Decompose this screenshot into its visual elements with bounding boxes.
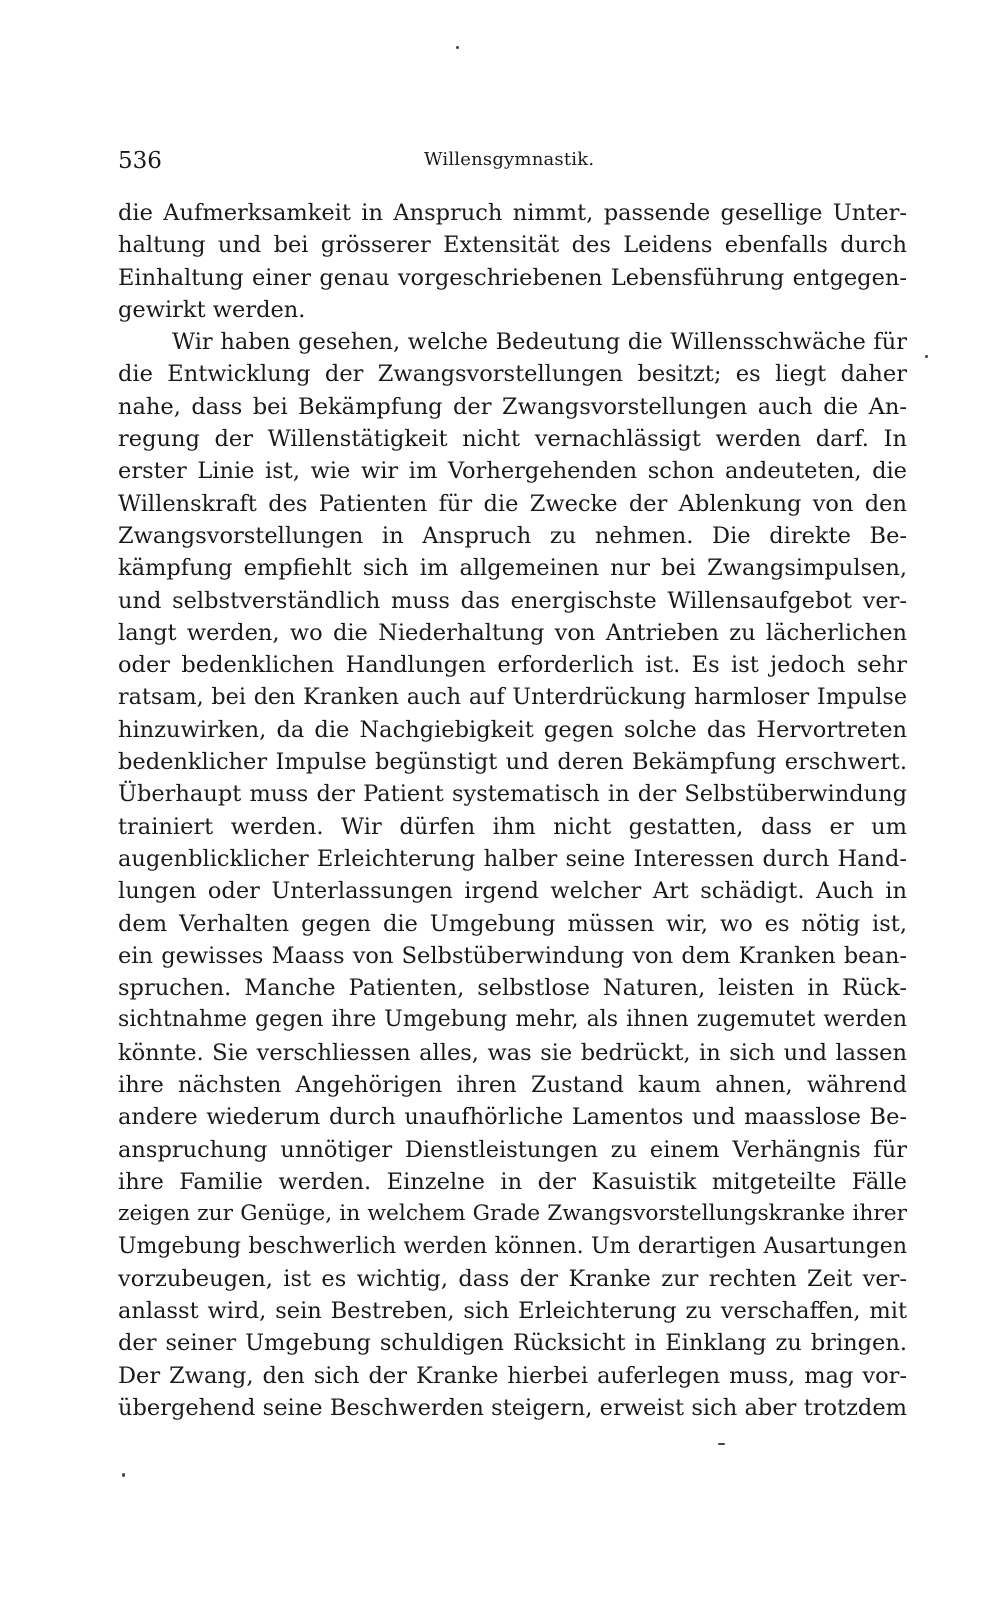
text-line: spruchen. Manche Patienten, selbstlose Naturen, leisten in Rück-: [118, 975, 907, 1002]
text-line: nahe, dass bei Bekämpfung der Zwangsvorstellungen auch die An-: [118, 393, 907, 420]
text-line: augenblicklicher Erleichterung halber seine Interessen durch Hand-: [118, 845, 907, 872]
text-line: bedenklicher Impulse begünstigt und deren Bekämpfung erschwert.: [118, 749, 907, 776]
text-line: kämpfung empfiehlt sich im allgemeinen nur bei Zwangsimpulsen,: [118, 555, 907, 582]
text-line: vorzubeugen, ist es wichtig, dass der Kranke zur rechten Zeit ver-: [118, 1265, 907, 1292]
page-number: 536: [118, 148, 162, 174]
text-line: Umgebung beschwerlich werden können. Um derartigen Ausartungen: [118, 1233, 907, 1259]
text-line: gewirkt werden.: [118, 296, 306, 323]
text-line: ihre Familie werden. Einzelne in der Kasuistik mitgeteilte Fälle: [118, 1168, 907, 1195]
text-line: Überhaupt muss der Patient systematisch in der Selbstüberwindung: [118, 781, 907, 808]
running-head: [118, 148, 908, 178]
text-line: haltung und bei grösserer Extensität des Leidens ebenfalls durch: [118, 232, 907, 259]
text-line: sichtnahme gegen ihre Umgebung mehr, als ihnen zugemutet werden: [118, 1007, 907, 1033]
text-line: zeigen zur Genüge, in welchem Grade Zwangsvorstellungskranke ihrer: [118, 1201, 907, 1227]
print-speck: [718, 1443, 725, 1445]
text-line: dem Verhalten gegen die Umgebung müssen wir, wo es nötig ist,: [118, 910, 907, 937]
text-line: Einhaltung einer genau vorgeschriebenen Lebensführung entgegen-: [118, 264, 907, 291]
text-line: die Entwicklung der Zwangsvorstellungen besitzt; es liegt daher: [118, 361, 907, 388]
text-line: langt werden, wo die Niederhaltung von Antrieben zu lächerlichen: [118, 619, 907, 646]
text-line: lungen oder Unterlassungen irgend welcher Art schädigt. Auch in: [118, 878, 907, 905]
text-line: die Aufmerksamkeit in Anspruch nimmt, passende gesellige Unter-: [118, 200, 907, 226]
text-line: andere wiederum durch unaufhörliche Lamentos und maasslose Be-: [118, 1104, 907, 1131]
running-title: Willensgymnastik.: [424, 149, 595, 170]
print-speck: [925, 355, 928, 358]
text-line: anspruchung unnötiger Dienstleistungen zu einem Verhängnis für: [118, 1136, 907, 1163]
text-line: ihre nächsten Angehörigen ihren Zustand kaum ahnen, während: [118, 1072, 907, 1099]
print-speck: [122, 1473, 125, 1477]
text-line: oder bedenklichen Handlungen erforderlich ist. Es ist jedoch sehr: [118, 652, 907, 679]
text-line: könnte. Sie verschliessen alles, was sie bedrückt, in sich und lassen: [118, 1039, 907, 1066]
text-line: übergehend seine Beschwerden steigern, erweist sich aber trotzdem: [118, 1394, 907, 1421]
text-line: Zwangsvorstellungen in Anspruch zu nehmen. Die direkte Be-: [118, 522, 907, 549]
text-line: trainiert werden. Wir dürfen ihm nicht gestatten, dass er um: [118, 813, 907, 840]
text-line: hinzuwirken, da die Nachgiebigkeit gegen solche das Hervortreten: [118, 716, 907, 743]
print-speck: [456, 46, 459, 49]
text-line: ratsam, bei den Kranken auch auf Unterdrückung harmloser Impulse: [118, 684, 907, 711]
text-line: erster Linie ist, wie wir im Vorhergehenden schon andeuteten, die: [118, 458, 907, 485]
text-line: ein gewisses Maass von Selbstüberwindung von dem Kranken bean-: [118, 942, 907, 969]
text-line: der seiner Umgebung schuldigen Rücksicht in Einklang zu bringen.: [118, 1330, 907, 1357]
text-line: Der Zwang, den sich der Kranke hierbei auferlegen muss, mag vor-: [118, 1362, 907, 1389]
text-line: regung der Willenstätigkeit nicht vernachlässigt werden darf. In: [118, 426, 907, 453]
text-line: und selbstverständlich muss das energischste Willensaufgebot ver-: [118, 587, 907, 614]
text-line: anlasst wird, sein Bestreben, sich Erleichterung zu verschaffen, mit: [118, 1298, 907, 1325]
body-text: [118, 197, 907, 1424]
text-line: Wir haben gesehen, welche Bedeutung die Willensschwäche für: [172, 329, 907, 356]
text-line: Willenskraft des Patienten für die Zwecke der Ablenkung von den: [118, 490, 907, 517]
